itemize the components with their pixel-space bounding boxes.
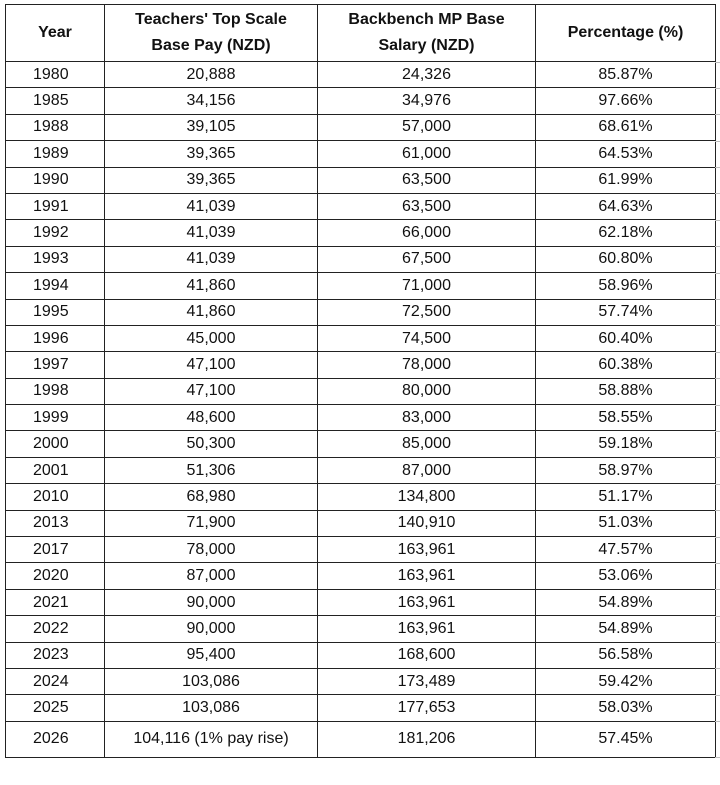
cell-mp-salary[interactable]: 173,489	[318, 668, 536, 694]
cell-teachers-pay[interactable]: 34,156	[105, 88, 318, 114]
cell-teachers-pay[interactable]: 41,039	[105, 220, 318, 246]
cell-percentage[interactable]: 59.18%	[536, 431, 716, 457]
cell-mp-salary[interactable]: 87,000	[318, 457, 536, 483]
cell-mp-salary[interactable]: 134,800	[318, 484, 536, 510]
cell-teachers-pay[interactable]: 41,039	[105, 246, 318, 272]
gridline-stub	[715, 325, 720, 326]
cell-teachers-pay[interactable]: 68,980	[105, 484, 318, 510]
cell-mp-salary[interactable]: 34,976	[318, 88, 536, 114]
header-mp-salary[interactable]	[318, 5, 536, 62]
cell-year[interactable]: 2025	[6, 695, 105, 721]
cell-year[interactable]: 2024	[6, 668, 105, 694]
cell-percentage[interactable]: 51.03%	[536, 510, 716, 536]
gridline-stub	[715, 246, 720, 247]
cell-percentage[interactable]: 61.99%	[536, 167, 716, 193]
cell-year[interactable]: 1989	[6, 141, 105, 167]
cell-year[interactable]: 1991	[6, 193, 105, 219]
gridline-stub	[715, 642, 720, 643]
cell-teachers-pay[interactable]: 90,000	[105, 589, 318, 615]
cell-teachers-pay[interactable]: 39,365	[105, 141, 318, 167]
gridline-stub	[715, 695, 720, 696]
cell-teachers-pay[interactable]: 103,086	[105, 695, 318, 721]
cell-percentage[interactable]: 47.57%	[536, 537, 716, 563]
cell-mp-salary[interactable]: 72,500	[318, 299, 536, 325]
cell-mp-salary[interactable]: 74,500	[318, 325, 536, 351]
table-row	[6, 141, 716, 167]
table-row	[6, 484, 716, 510]
table-row	[6, 537, 716, 563]
cell-mp-salary[interactable]: 163,961	[318, 537, 536, 563]
cell-teachers-pay[interactable]: 47,100	[105, 378, 318, 404]
cell-percentage[interactable]: 60.80%	[536, 246, 716, 272]
gridline-stub	[715, 510, 720, 511]
gridline-stub	[715, 167, 720, 168]
gridline-stub	[715, 220, 720, 221]
table-row	[6, 405, 716, 431]
cell-mp-salary[interactable]: 181,206	[318, 721, 536, 757]
cell-percentage[interactable]: 58.55%	[536, 405, 716, 431]
cell-teachers-pay[interactable]: 90,000	[105, 616, 318, 642]
gridline-stub	[715, 563, 720, 564]
table-row	[6, 273, 716, 299]
table-row	[6, 695, 716, 721]
cell-percentage[interactable]: 62.18%	[536, 220, 716, 246]
cell-year[interactable]: 2022	[6, 616, 105, 642]
table-row	[6, 246, 716, 272]
gridline-stub	[715, 668, 720, 669]
cell-teachers-pay[interactable]: 47,100	[105, 352, 318, 378]
cell-percentage[interactable]: 58.03%	[536, 695, 716, 721]
cell-teachers-pay[interactable]: 78,000	[105, 537, 318, 563]
table-row	[6, 457, 716, 483]
cell-teachers-pay[interactable]: 39,105	[105, 114, 318, 140]
gridline-stub	[715, 141, 720, 142]
cell-teachers-pay[interactable]: 103,086	[105, 668, 318, 694]
header-percentage-label: Percentage (%)	[567, 24, 684, 41]
header-year[interactable]	[6, 5, 105, 62]
table-row	[6, 114, 716, 140]
cell-year[interactable]: 1995	[6, 299, 105, 325]
gridline-stub	[715, 352, 720, 353]
salary-comparison-table	[5, 4, 716, 758]
cell-percentage[interactable]: 60.40%	[536, 325, 716, 351]
cell-year[interactable]: 1985	[6, 88, 105, 114]
table-row	[6, 193, 716, 219]
cell-mp-salary[interactable]: 63,500	[318, 193, 536, 219]
cell-percentage[interactable]: 54.89%	[536, 589, 716, 615]
cell-percentage[interactable]: 53.06%	[536, 563, 716, 589]
table-row	[6, 299, 716, 325]
cell-year[interactable]: 1988	[6, 114, 105, 140]
cell-mp-salary[interactable]: 71,000	[318, 273, 536, 299]
cell-teachers-pay[interactable]: 20,888	[105, 62, 318, 88]
cell-mp-salary[interactable]: 66,000	[318, 220, 536, 246]
gridline-stub	[715, 537, 720, 538]
gridline-stub	[715, 62, 720, 63]
header-year-label: Year	[38, 24, 72, 41]
header-row	[6, 5, 716, 62]
table-row	[6, 721, 716, 757]
cell-mp-salary[interactable]: 163,961	[318, 589, 536, 615]
cell-year[interactable]: 1997	[6, 352, 105, 378]
cell-year[interactable]: 2026	[6, 721, 105, 757]
header-teachers-pay[interactable]	[105, 5, 318, 62]
cell-year[interactable]: 2013	[6, 510, 105, 536]
gridline-stub	[715, 721, 720, 722]
gridline-stub	[715, 616, 720, 617]
cell-percentage[interactable]: 60.38%	[536, 352, 716, 378]
cell-teachers-pay[interactable]: 41,039	[105, 193, 318, 219]
gridline-stub	[715, 299, 720, 300]
table-row	[6, 616, 716, 642]
table-row	[6, 589, 716, 615]
header-mp-line2: Salary (NZD)	[378, 37, 475, 54]
cell-percentage[interactable]: 58.97%	[536, 457, 716, 483]
cell-mp-salary[interactable]: 177,653	[318, 695, 536, 721]
cell-mp-salary[interactable]: 57,000	[318, 114, 536, 140]
cell-year[interactable]: 2023	[6, 642, 105, 668]
gridline-stub	[715, 405, 720, 406]
table-row	[6, 642, 716, 668]
header-percentage[interactable]	[536, 5, 716, 62]
cell-year[interactable]: 2001	[6, 457, 105, 483]
cell-percentage[interactable]: 51.17%	[536, 484, 716, 510]
cell-mp-salary[interactable]: 163,961	[318, 563, 536, 589]
cell-year[interactable]: 1990	[6, 167, 105, 193]
cell-percentage[interactable]: 97.66%	[536, 88, 716, 114]
gridline-stub	[715, 757, 720, 758]
header-teachers-line2: Base Pay (NZD)	[151, 37, 271, 54]
table-row	[6, 325, 716, 351]
cell-year[interactable]: 1994	[6, 273, 105, 299]
cell-mp-salary[interactable]: 83,000	[318, 405, 536, 431]
cell-percentage[interactable]: 57.74%	[536, 299, 716, 325]
cell-year[interactable]: 1993	[6, 246, 105, 272]
cell-teachers-pay[interactable]: 41,860	[105, 299, 318, 325]
cell-percentage[interactable]: 85.87%	[536, 62, 716, 88]
cell-percentage[interactable]: 68.61%	[536, 114, 716, 140]
cell-teachers-pay[interactable]: 41,860	[105, 273, 318, 299]
cell-percentage[interactable]: 58.88%	[536, 378, 716, 404]
cell-teachers-pay[interactable]: 48,600	[105, 405, 318, 431]
cell-teachers-pay[interactable]: 51,306	[105, 457, 318, 483]
cell-year[interactable]: 2010	[6, 484, 105, 510]
gridline-stub	[715, 193, 720, 194]
gridline-stub	[715, 114, 720, 115]
cell-teachers-pay[interactable]: 50,300	[105, 431, 318, 457]
cell-mp-salary[interactable]: 80,000	[318, 378, 536, 404]
cell-mp-salary[interactable]: 63,500	[318, 167, 536, 193]
table-row	[6, 668, 716, 694]
cell-teachers-pay[interactable]: 39,365	[105, 167, 318, 193]
cell-teachers-pay[interactable]: 45,000	[105, 325, 318, 351]
cell-mp-salary[interactable]: 67,500	[318, 246, 536, 272]
cell-year[interactable]: 1999	[6, 405, 105, 431]
table-row	[6, 88, 716, 114]
cell-year[interactable]: 1996	[6, 325, 105, 351]
table-row	[6, 62, 716, 88]
table-row	[6, 563, 716, 589]
cell-mp-salary[interactable]: 168,600	[318, 642, 536, 668]
cell-teachers-pay[interactable]: 71,900	[105, 510, 318, 536]
cell-teachers-pay[interactable]: 87,000	[105, 563, 318, 589]
table-row	[6, 167, 716, 193]
gridline-stub	[715, 589, 720, 590]
cell-percentage[interactable]: 64.53%	[536, 141, 716, 167]
gridline-stub	[715, 273, 720, 274]
cell-percentage[interactable]: 58.96%	[536, 273, 716, 299]
gridline-stub	[715, 431, 720, 432]
cell-year[interactable]: 2000	[6, 431, 105, 457]
header-mp-line1: Backbench MP Base	[348, 11, 505, 28]
cell-year[interactable]: 1980	[6, 62, 105, 88]
table-row	[6, 510, 716, 536]
cell-teachers-pay[interactable]: 95,400	[105, 642, 318, 668]
cell-mp-salary[interactable]: 61,000	[318, 141, 536, 167]
cell-teachers-pay[interactable]: 104,116 (1% pay rise)	[105, 721, 318, 757]
cell-percentage[interactable]: 59.42%	[536, 668, 716, 694]
cell-mp-salary[interactable]: 85,000	[318, 431, 536, 457]
cell-mp-salary[interactable]: 163,961	[318, 616, 536, 642]
cell-mp-salary[interactable]: 24,326	[318, 62, 536, 88]
table-row	[6, 378, 716, 404]
cell-percentage[interactable]: 57.45%	[536, 721, 716, 757]
table-body	[6, 62, 716, 758]
table-row	[6, 220, 716, 246]
cell-year[interactable]: 2021	[6, 589, 105, 615]
cell-mp-salary[interactable]: 78,000	[318, 352, 536, 378]
gridline-stub	[715, 484, 720, 485]
cell-percentage[interactable]: 54.89%	[536, 616, 716, 642]
table-row	[6, 352, 716, 378]
gridline-stub	[715, 457, 720, 458]
cell-percentage[interactable]: 56.58%	[536, 642, 716, 668]
gridline-stub	[715, 88, 720, 89]
cell-percentage[interactable]: 64.63%	[536, 193, 716, 219]
table-row	[6, 431, 716, 457]
cell-year[interactable]: 2020	[6, 563, 105, 589]
cell-year[interactable]: 2017	[6, 537, 105, 563]
cell-year[interactable]: 1992	[6, 220, 105, 246]
gridline-stub	[715, 378, 720, 379]
header-teachers-line1: Teachers' Top Scale	[135, 11, 287, 28]
cell-mp-salary[interactable]: 140,910	[318, 510, 536, 536]
cell-year[interactable]: 1998	[6, 378, 105, 404]
